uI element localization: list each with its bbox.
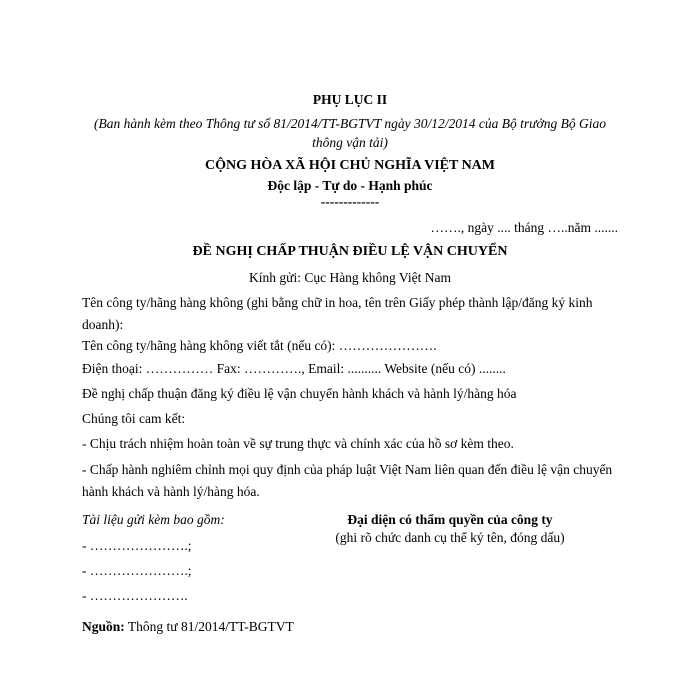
date-line: ……., ngày .... tháng …..năm ....... [430,220,618,235]
appendix-title: PHỤ LỤC II [312,92,388,107]
signature-title: Đại diện có thẩm quyền của công ty [347,512,553,527]
recipient-line: Kính gửi: Cục Hàng không Việt Nam [249,270,451,285]
attachment-item: - ………………….; [82,563,192,578]
company-short-name-field: Tên công ty/hãng hàng không viết tắt (nếu có): …………………. [82,338,437,353]
source-text: Thông tư 81/2014/TT-BGTVT [124,619,294,634]
source-label: Nguồn: [82,619,125,634]
issued-note-line1: (Ban hành kèm theo Thông tư số 81/2014/TT-BGTVT ngày 30/12/2014 của Bộ trưởng Bộ Giao [94,116,606,131]
attachment-item: - ………………….; [82,538,192,553]
source-line [82,619,294,635]
request-line: Đề nghị chấp thuận đăng ký điều lệ vận chuyển hành khách và hành lý/hàng hóa [82,386,517,401]
attachment-item: - …………………. [82,588,188,603]
attachments-heading: Tài liệu gửi kèm bao gồm: [82,512,225,527]
issued-note-line2: thông vận tải) [312,135,388,150]
signature-note: (ghi rõ chức danh cụ thể ký tên, đóng dấu) [335,530,565,545]
company-name-field: Tên công ty/hãng hàng không (ghi bằng chữ in hoa, tên trên Giấy phép thành lập/đăng ký kinh doanh): [82,295,593,332]
document-title: ĐỀ NGHỊ CHẤP THUẬN ĐIỀU LỆ VẬN CHUYỂN [192,244,508,259]
commitment-item: - Chịu trách nhiệm hoàn toàn về sự trung thực và chính xác của hồ sơ kèm theo. [82,436,514,451]
contact-info-field: Điện thoại: …………… Fax: …………., Email: .......... Website (nếu có) ........ [82,361,506,376]
header-divider: ------------- [320,194,380,209]
commitment-intro: Chúng tôi cam kết: [82,411,186,426]
nation-title: CỘNG HÒA XÃ HỘI CHỦ NGHĨA VIỆT NAM [204,158,495,173]
commitment-item: - Chấp hành nghiêm chỉnh mọi quy định của pháp luật Việt Nam liên quan đến điều lệ vận chuyển hành khách và hành lý/hàng hóa. [82,462,613,499]
motto: Độc lập - Tự do - Hạnh phúc [267,178,433,193]
